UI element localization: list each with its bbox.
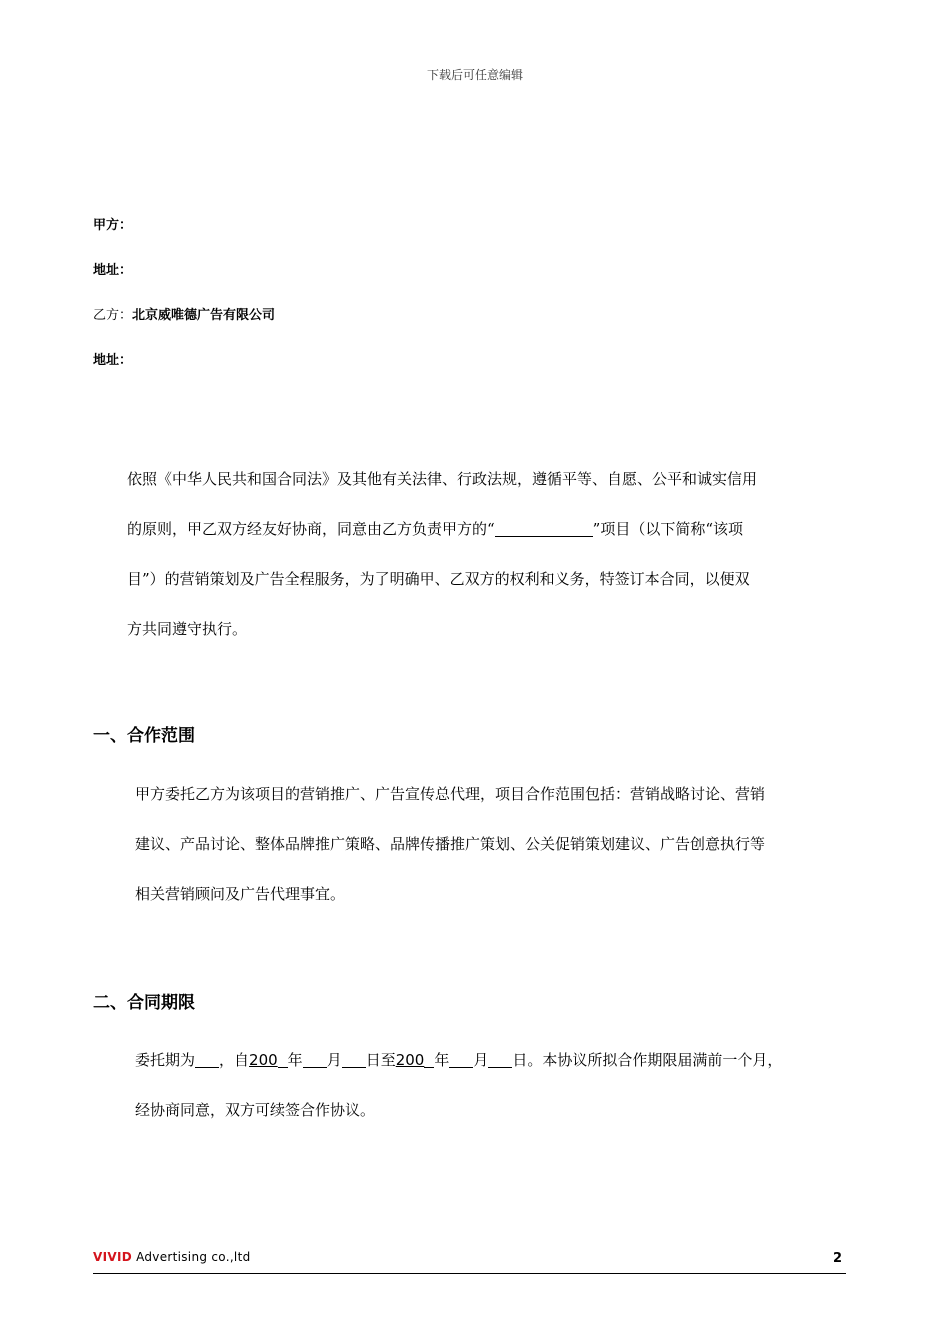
start-month-unit: 月 xyxy=(326,1051,342,1069)
section-2-body xyxy=(135,1035,857,1135)
start-year-blank xyxy=(278,1050,288,1068)
company-name: Advertising co.,ltd xyxy=(131,1250,251,1264)
start-day-blank xyxy=(342,1050,366,1068)
party-b-label: 乙方： xyxy=(93,308,133,323)
end-month-blank xyxy=(449,1050,473,1068)
header-note: 下载后可任意编辑 xyxy=(426,68,523,82)
footer-brand xyxy=(93,1250,251,1264)
section-1-line-3: 相关营销顾问及广告代理事宜。 xyxy=(135,885,346,903)
page-number: 2 xyxy=(833,1251,843,1266)
section-2-line-1 xyxy=(135,1035,857,1085)
end-year: 200 xyxy=(395,1051,425,1069)
party-b-name: 北京威唯德广告有限公司 xyxy=(132,308,276,323)
section-2-line-2: 经协商同意，双方可续签合作协议。 xyxy=(135,1101,376,1119)
brand-logo: VIVID xyxy=(93,1250,132,1264)
intro-line-2-post: ”项目（以下简称“该项 xyxy=(592,520,744,538)
intro-line-4: 方共同遵守执行。 xyxy=(127,620,248,638)
end-month-unit: 月 xyxy=(473,1051,489,1069)
term-tail: 日。本协议所拟合作期限届满前一个月， xyxy=(512,1051,783,1069)
end-day-blank xyxy=(488,1050,512,1068)
section-1-body xyxy=(135,769,847,919)
intro-line-2-pre: 的原则，甲乙双方经友好协商，同意由乙方负责甲方的“ xyxy=(127,520,495,538)
from-label: ，自 xyxy=(219,1051,250,1069)
term-label: 委托期为 xyxy=(135,1051,196,1069)
party-a-label: 甲方： xyxy=(93,218,133,233)
intro-line-2 xyxy=(127,504,847,554)
intro-line-1: 依照《中华人民共和国合同法》及其他有关法律、行政法规，遵循平等、自愿、公平和诚实信用 xyxy=(127,470,758,488)
start-month-blank xyxy=(303,1050,327,1068)
section-1-heading: 一、合作范围 xyxy=(93,726,195,746)
footer-divider xyxy=(93,1273,846,1274)
party-b-address-label: 地址： xyxy=(93,353,133,368)
section-1-line-2: 建议、产品讨论、整体品牌推广策略、品牌传播推广策划、公关促销策划建议、广告创意执行等 xyxy=(135,835,766,853)
start-year-unit: 年 xyxy=(287,1051,303,1069)
intro-paragraph xyxy=(127,454,847,654)
section-2-heading: 二、合同期限 xyxy=(93,993,195,1013)
intro-line-3: 目”）的营销策划及广告全程服务，为了明确甲、乙双方的权利和义务，特签订本合同，以便双 xyxy=(127,570,750,588)
party-b-line xyxy=(93,304,275,323)
end-year-blank xyxy=(424,1050,434,1068)
party-a-address-label: 地址： xyxy=(93,263,133,278)
term-blank xyxy=(195,1050,219,1068)
section-1-line-1: 甲方委托乙方为该项目的营销推广、广告宣传总代理，项目合作范围包括：营销战略讨论、营销 xyxy=(135,785,766,803)
start-year: 200 xyxy=(249,1051,278,1069)
end-year-unit: 年 xyxy=(434,1051,450,1069)
to-label: 日至 xyxy=(365,1051,396,1069)
project-name-blank xyxy=(495,519,593,537)
